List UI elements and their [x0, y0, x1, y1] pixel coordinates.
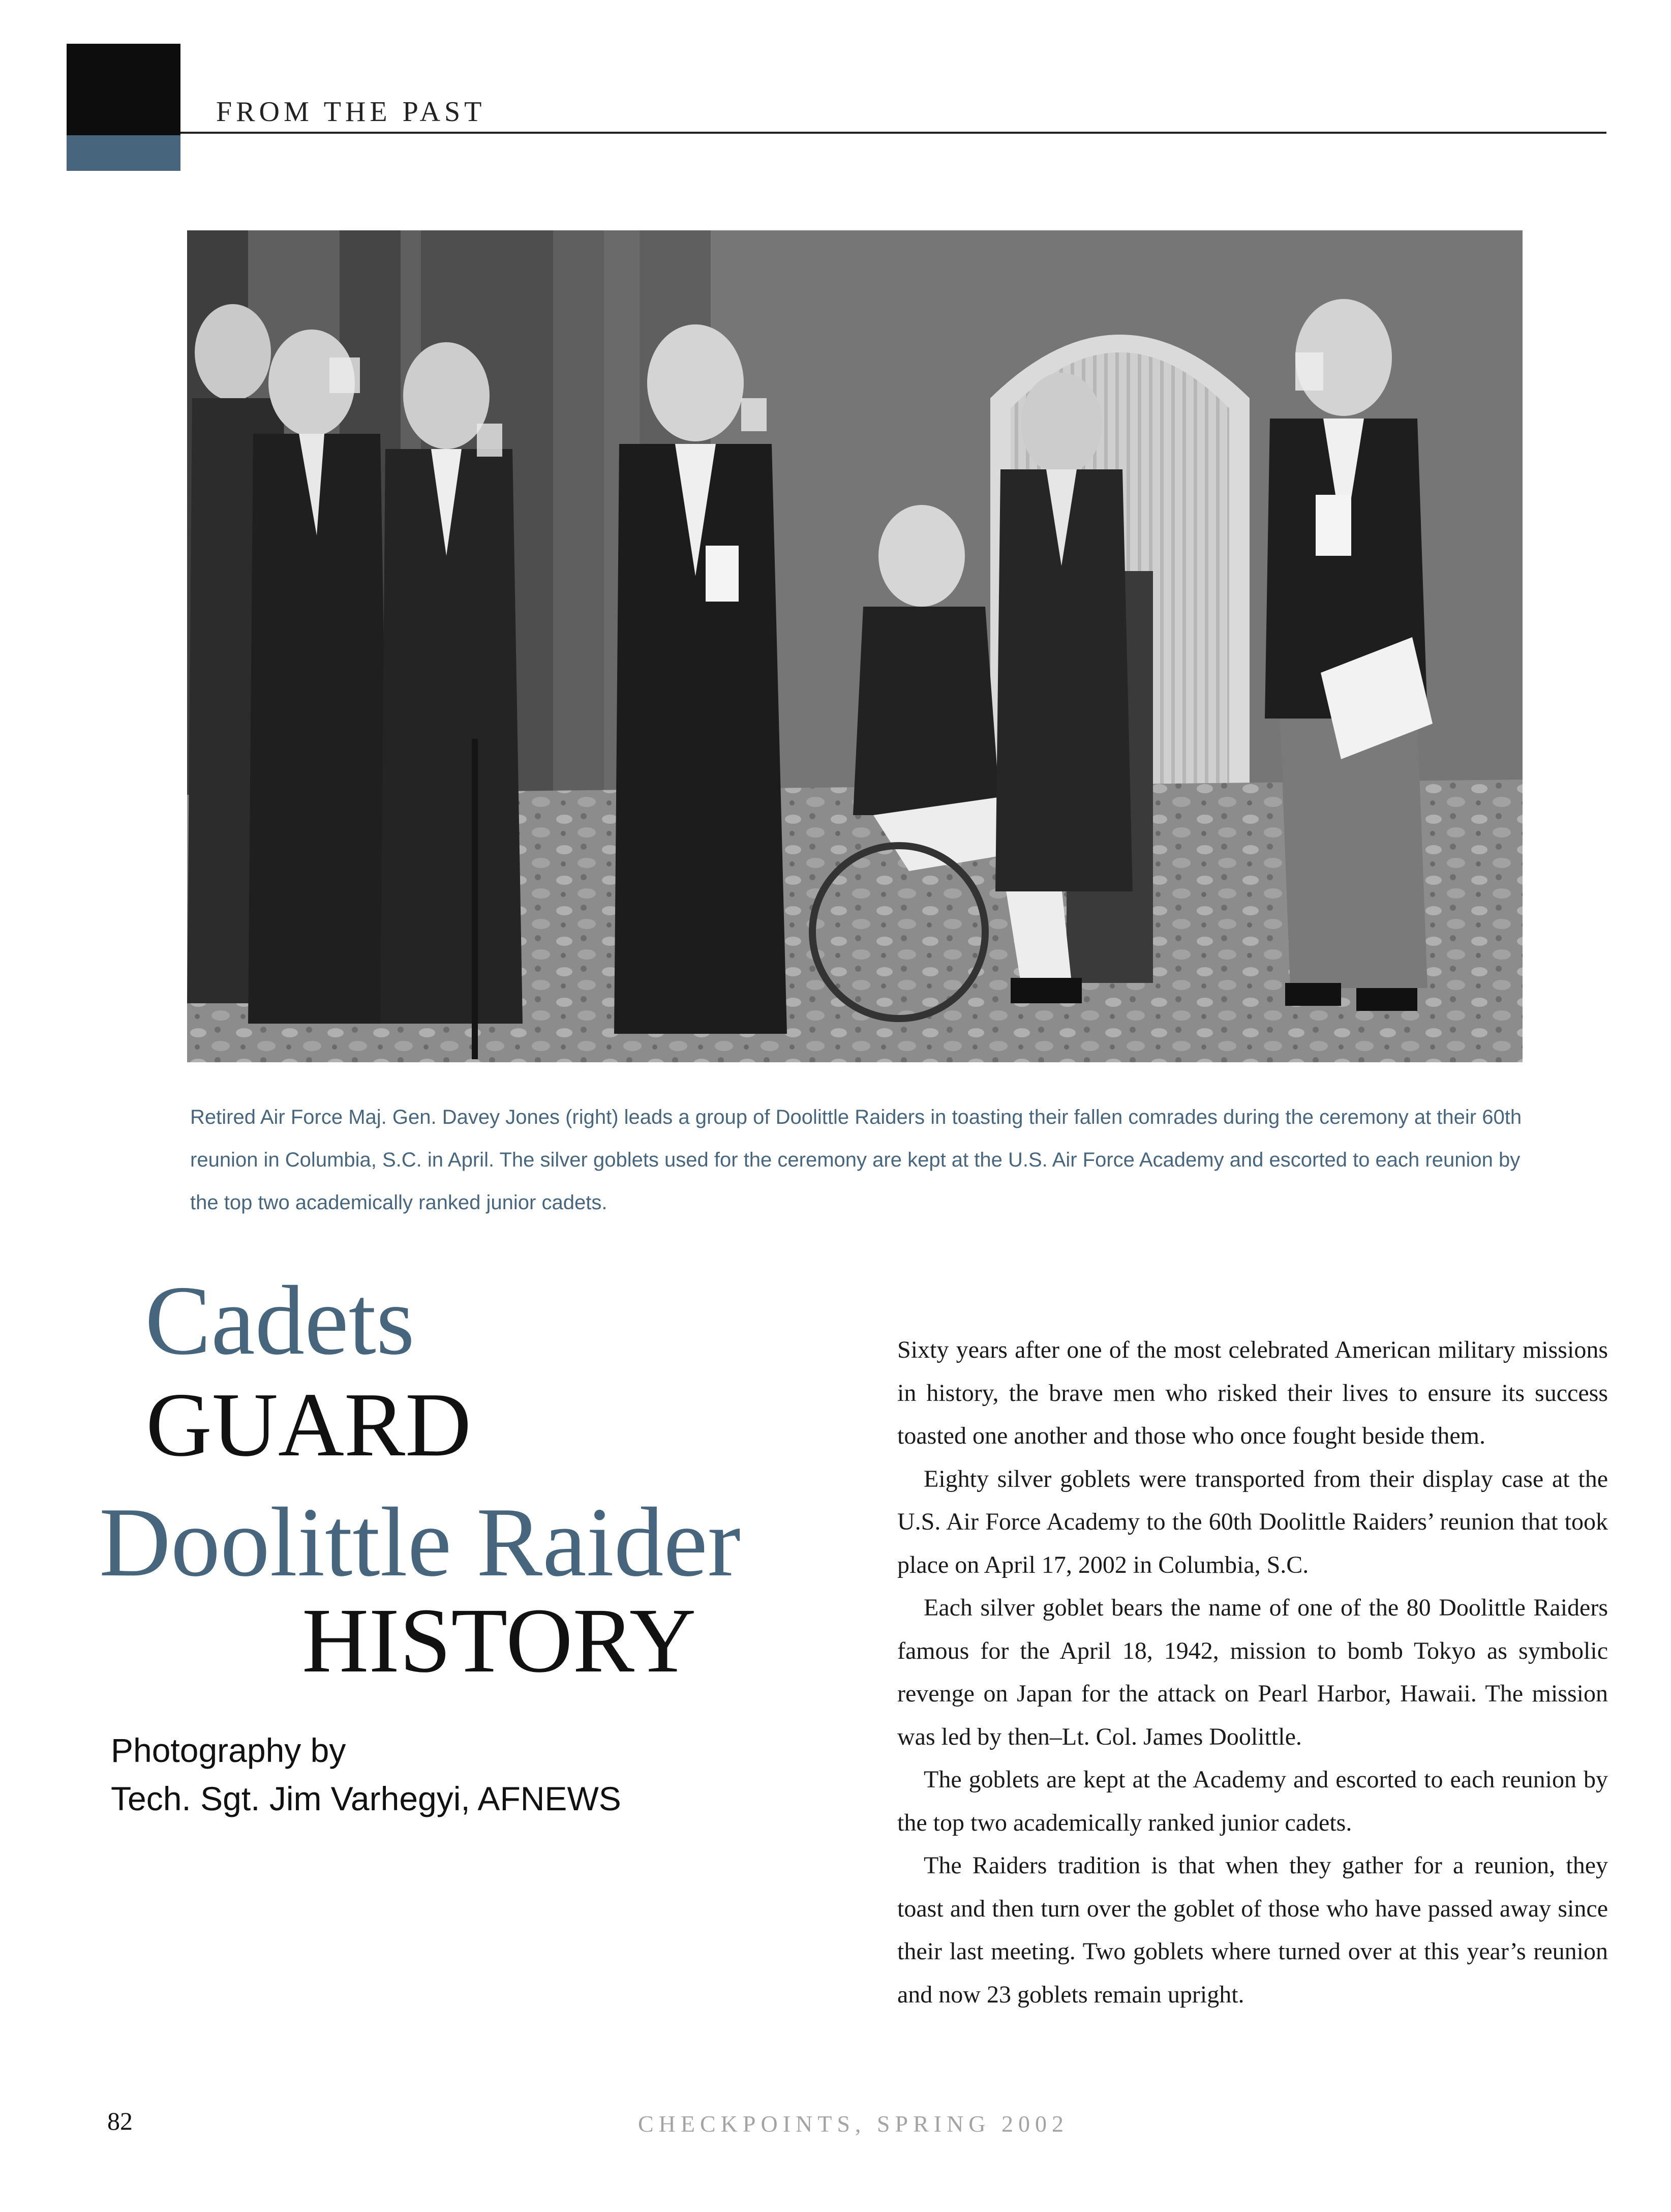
- publication-folio: CHECKPOINTS, SPRING 2002: [638, 2111, 1069, 2137]
- body-paragraph-2: Eighty silver goblets were transported from their display case at the U.S. Air Force Academy to the 60th Doolittle Raiders’ reunion that took place on April 17, 2002 in Columbia, S.C.: [897, 1465, 1608, 1578]
- veterans-toasting-photo: [187, 230, 1523, 1062]
- headline-line-2: GUARD: [146, 1374, 472, 1475]
- page-number: 82: [107, 2107, 133, 2135]
- article-body: [897, 1329, 1608, 2016]
- headline-line-4: HISTORY: [302, 1590, 696, 1692]
- body-paragraph-3: Each silver goblet bears the name of one of the 80 Doolittle Raiders famous for the April 18, 1942, mission to bomb Tokyo as symbolic revenge on Japan for the attack on Pearl Harbor, Hawaii. The mission was led by then–Lt. Col. James Doolittle.: [897, 1594, 1608, 1750]
- credit-line-2: Tech. Sgt. Jim Varhegyi, AFNEWS: [111, 1780, 621, 1817]
- headline-line-3: Doolittle Raider: [99, 1487, 741, 1597]
- body-paragraph-5: The Raiders tradition is that when they gather for a reunion, they toast and then turn over the goblet of those who have passed away since their last meeting. Two goblets where turned over at this year’s reunion and now 23 goblets remain upright.: [897, 1852, 1608, 2008]
- header-rule: [180, 132, 1606, 134]
- body-paragraph-1: Sixty years after one of the most celebrated American military missions in history, the brave men who risked their lives to ensure its success toasted one another and those who once fought beside them.: [897, 1336, 1608, 1449]
- section-marker-black: [67, 44, 180, 135]
- photo-credit: [111, 1726, 621, 1823]
- section-marker-blue: [67, 135, 180, 171]
- credit-line-1: Photography by: [111, 1731, 346, 1769]
- article-photo: [187, 230, 1523, 1062]
- section-label: FROM THE PAST: [216, 96, 486, 128]
- article-headline: [76, 1266, 890, 1693]
- body-paragraph-4: The goblets are kept at the Academy and escorted to each reunion by the top two academically ranked junior cadets.: [897, 1766, 1608, 1836]
- headline-line-1: Cadets: [145, 1266, 415, 1376]
- photo-caption: Retired Air Force Maj. Gen. Davey Jones (right) leads a group of Doolittle Raiders in toasting their fallen comrades during the ceremony at their 60th reunion in Columbia, S.C. in April. The silver goblets used for the ceremony are kept at the U.S. Air Force Academy and escorted to each reunion by the top two academically ranked junior cadets.: [190, 1106, 1522, 1214]
